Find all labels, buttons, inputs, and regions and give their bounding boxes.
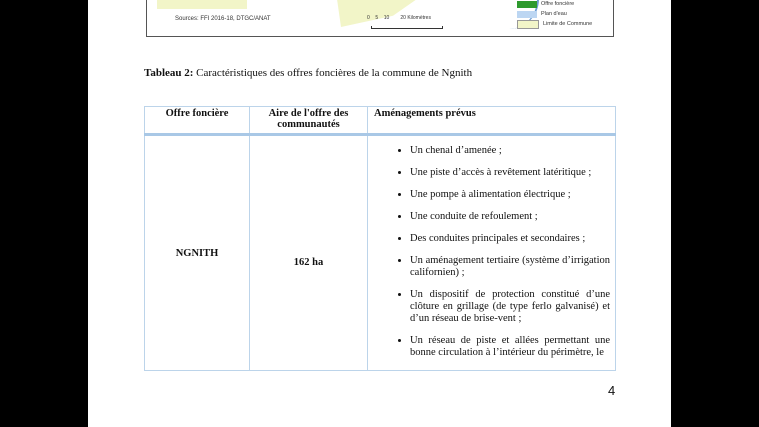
document-page: [88, 0, 671, 427]
list-item: • Une pompe à alimentation électrique ;: [410, 189, 610, 201]
legend-label: Offre foncière: [541, 1, 575, 7]
characteristics-table: [144, 106, 616, 371]
map-land: [337, 0, 417, 27]
list-item: • Une conduite de refoulement ;: [410, 211, 610, 223]
scale-bar: [371, 26, 443, 29]
cell-offre: NGNITH: [145, 135, 250, 371]
caption-text: Caractéristiques des offres foncières de la commune de Ngnith: [193, 67, 473, 79]
map-land: [157, 0, 247, 9]
table-row: [145, 135, 616, 371]
cell-aire: 162 ha: [250, 135, 368, 371]
list-item: • Des conduites principales et secondaires ;: [410, 233, 610, 245]
legend-swatch: [517, 11, 537, 18]
amenagements-list: [374, 145, 610, 359]
caption-label: Tableau 2:: [144, 67, 194, 79]
scale-label: 20 Kilomètres: [400, 15, 431, 21]
scale-label: 5: [375, 15, 379, 21]
legend-item: [517, 9, 592, 19]
table-caption: [144, 67, 472, 79]
list-item: • Un chenal d’amenée ;: [410, 145, 610, 157]
list-item: • Un dispositif de protection constitué d’une clôture en grillage (de type ferlo galvanisé) et d’un réseau de brise-vent ;: [410, 289, 610, 325]
table-header-row: [145, 107, 616, 135]
list-item: • Un aménagement tertiaire (système d’irrigation californien) ;: [410, 255, 610, 279]
map-legend: [517, 0, 592, 29]
list-item: • Un réseau de piste et allées permettant une bonne circulation à l’intérieur du périmètre, le: [410, 335, 610, 359]
legend-label: Plan d'eau: [541, 11, 567, 17]
header-offre: Offre foncière: [145, 107, 250, 135]
header-aire: Aire de l'offre des communautés: [250, 107, 368, 135]
legend-label: Limite de Commune: [543, 21, 593, 27]
legend-swatch: [517, 20, 539, 29]
scale-label: 10: [383, 15, 390, 21]
map-sources: Sources: FFI 2016-18, DTGC/ANAT: [175, 16, 271, 22]
page-number: 4: [608, 383, 616, 398]
cell-amenagements: [368, 135, 616, 371]
scale-label: 0: [367, 15, 370, 21]
legend-item: [517, 0, 592, 9]
map-scale: [367, 15, 431, 21]
header-amenagements: Aménagements prévus: [368, 107, 616, 135]
map-excerpt: [146, 0, 614, 37]
list-item: • Une piste d’accès à revêtement latéritique ;: [410, 167, 610, 179]
legend-item: [517, 19, 592, 29]
legend-swatch: [517, 1, 537, 8]
